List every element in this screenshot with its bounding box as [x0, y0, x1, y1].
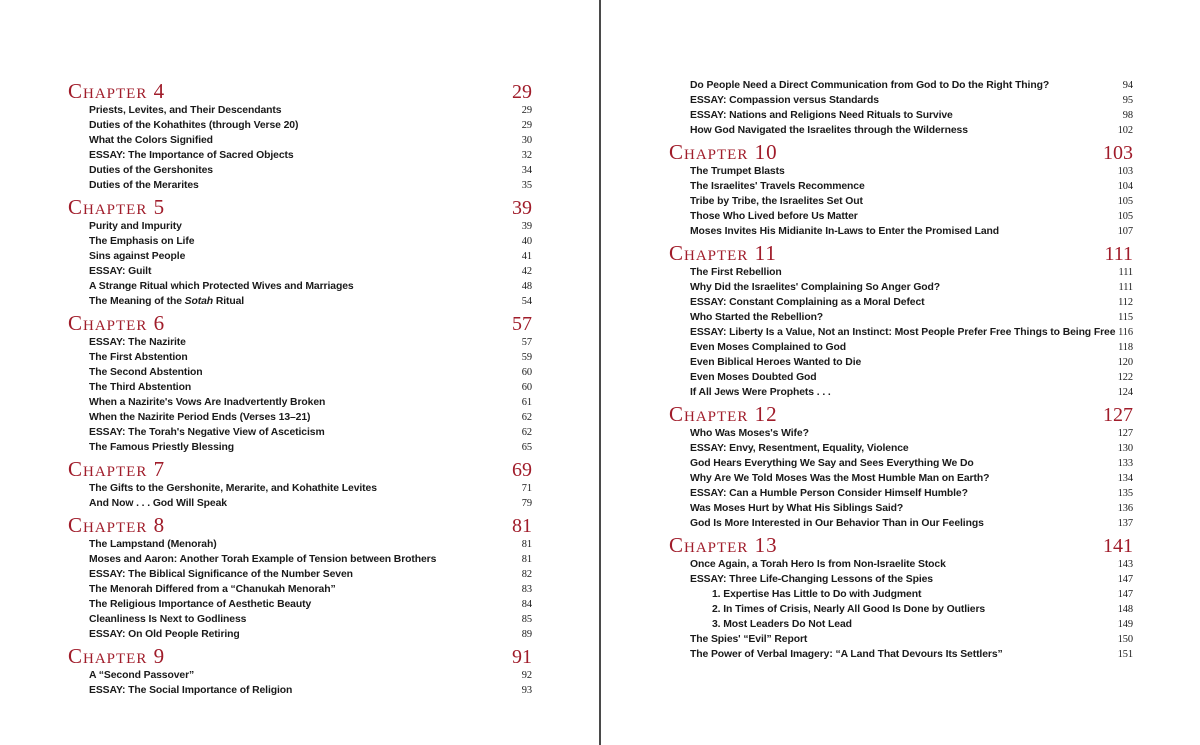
entry-title: ESSAY: The Social Importance of Religion: [89, 685, 293, 696]
entry-title: When the Nazirite Period Ends (Verses 13–21): [89, 412, 311, 423]
entry-page-number: 105: [1117, 211, 1133, 222]
entry-title: ESSAY: On Old People Retiring: [89, 629, 240, 640]
toc-entry: [669, 647, 1133, 662]
entry-title: Why Did the Israelites' Complaining So Anger God?: [690, 282, 941, 293]
entry-title: A Strange Ritual which Protected Wives and Marriages: [89, 281, 354, 292]
entry-page-number: 39: [521, 221, 532, 232]
entry-title: Priests, Levites, and Their Descendants: [89, 105, 282, 116]
toc-entry: [68, 163, 532, 178]
toc-entry: [669, 486, 1133, 501]
chapter-page-number: 91: [512, 646, 532, 668]
entry-page-number: 81: [521, 539, 532, 550]
entry-page-number: 34: [521, 165, 532, 176]
toc-entry: [68, 294, 532, 309]
entry-title: The Trumpet Blasts: [690, 166, 785, 177]
chapter-heading: [669, 141, 1133, 164]
entry-title: The First Abstention: [89, 352, 188, 363]
entry-title: A “Second Passover”: [89, 670, 195, 681]
chapter-page-number: 39: [512, 197, 532, 219]
entry-page-number: 127: [1117, 428, 1133, 439]
entry-title: Was Moses Hurt by What His Siblings Said?: [690, 503, 904, 514]
toc-entry: [669, 164, 1133, 179]
entry-page-number: 151: [1117, 649, 1133, 660]
entry-page-number: 79: [521, 498, 532, 509]
entry-page-number: 65: [521, 442, 532, 453]
entry-page-number: 60: [521, 367, 532, 378]
entry-page-number: 94: [1122, 80, 1133, 91]
entry-page-number: 136: [1117, 503, 1133, 514]
entry-title: When a Nazirite's Vows Are Inadvertently Broken: [89, 397, 326, 408]
entry-title: The Menorah Differed from a “Chanukah Menorah”: [89, 584, 336, 595]
entry-page-number: 54: [521, 296, 532, 307]
entry-page-number: 42: [521, 266, 532, 277]
entry-page-number: 112: [1118, 297, 1133, 308]
entry-title: The Third Abstention: [89, 382, 192, 393]
entry-title: ESSAY: Liberty Is a Value, Not an Instinct: Most People Prefer Free Things to Being Free: [690, 327, 1116, 338]
chapter-heading: [669, 242, 1133, 265]
entry-title: Who Started the Rebellion?: [690, 312, 824, 323]
toc-entry: [669, 194, 1133, 209]
entry-page-number: 104: [1117, 181, 1133, 192]
chapter-heading: [669, 534, 1133, 557]
chapter-title: Chapter 10: [669, 140, 778, 164]
toc-entry: [68, 234, 532, 249]
entry-page-number: 111: [1118, 267, 1133, 278]
chapter-heading: [68, 196, 532, 219]
entry-page-number: 35: [521, 180, 532, 191]
entry-page-number: 118: [1118, 342, 1133, 353]
entry-title: ESSAY: Guilt: [89, 266, 152, 277]
entry-page-number: 122: [1117, 372, 1133, 383]
entry-page-number: 95: [1122, 95, 1133, 106]
toc-entry: [68, 425, 532, 440]
entry-title: If All Jews Were Prophets . . .: [690, 387, 831, 398]
chapter-title: Chapter 5: [68, 195, 166, 219]
entry-page-number: 82: [521, 569, 532, 580]
toc-entry: [68, 133, 532, 148]
toc-subentry: [669, 617, 1133, 632]
toc-entry: [669, 295, 1133, 310]
chapter-page-number: 103: [1103, 142, 1133, 164]
chapter-heading: [68, 645, 532, 668]
entry-page-number: 83: [521, 584, 532, 595]
chapter-page-number: 127: [1103, 404, 1133, 426]
entry-title: 2. In Times of Crisis, Nearly All Good Is Done by Outliers: [712, 604, 986, 615]
entry-page-number: 149: [1117, 619, 1133, 630]
toc-entry: [669, 280, 1133, 295]
entry-page-number: 120: [1117, 357, 1133, 368]
entry-title: Even Biblical Heroes Wanted to Die: [690, 357, 862, 368]
entry-page-number: 32: [521, 150, 532, 161]
entry-title: Who Was Moses's Wife?: [690, 428, 809, 439]
entry-title: Moses and Aaron: Another Torah Example of Tension between Brothers: [89, 554, 437, 565]
toc-entry: [669, 123, 1133, 138]
entry-page-number: 143: [1117, 559, 1133, 570]
entry-page-number: 130: [1117, 443, 1133, 454]
toc-entry: [68, 627, 532, 642]
toc-entry: [68, 178, 532, 193]
toc-entry: [68, 612, 532, 627]
toc-entry: [68, 380, 532, 395]
entry-page-number: 61: [521, 397, 532, 408]
entry-page-number: 59: [521, 352, 532, 363]
toc-subentry: [669, 587, 1133, 602]
toc-entry: [68, 395, 532, 410]
entry-title: And Now . . . God Will Speak: [89, 498, 227, 509]
left-toc: [68, 80, 532, 698]
chapter-page-number: 57: [512, 313, 532, 335]
chapter-heading: [68, 458, 532, 481]
toc-entry: [68, 264, 532, 279]
entry-title: Do People Need a Direct Communication from God to Do the Right Thing?: [690, 80, 1050, 91]
entry-page-number: 147: [1117, 574, 1133, 585]
entry-page-number: 62: [521, 412, 532, 423]
entry-title: How God Navigated the Israelites through the Wilderness: [690, 125, 968, 136]
toc-entry: [68, 683, 532, 698]
entry-title: Cleanliness Is Next to Godliness: [89, 614, 247, 625]
toc-entry: [68, 567, 532, 582]
toc-entry: [68, 668, 532, 683]
entry-page-number: 48: [521, 281, 532, 292]
chapter-page-number: 141: [1103, 535, 1133, 557]
entry-page-number: 105: [1117, 196, 1133, 207]
entry-page-number: 41: [521, 251, 532, 262]
entry-page-number: 116: [1118, 327, 1133, 338]
toc-entry: [669, 355, 1133, 370]
toc-entry: [68, 350, 532, 365]
entry-title: ESSAY: The Nazirite: [89, 337, 186, 348]
chapter-title: Chapter 4: [68, 79, 166, 103]
entry-title: Tribe by Tribe, the Israelites Set Out: [690, 196, 863, 207]
entry-page-number: 102: [1117, 125, 1133, 136]
entry-title: Duties of the Merarites: [89, 180, 199, 191]
entry-title: Duties of the Kohathites (through Verse 20): [89, 120, 299, 131]
entry-title: The First Rebellion: [690, 267, 782, 278]
entry-title: ESSAY: Three Life-Changing Lessons of the Spies: [690, 574, 933, 585]
entry-title: Sins against People: [89, 251, 186, 262]
toc-entry: [669, 370, 1133, 385]
entry-page-number: 29: [521, 105, 532, 116]
toc-entry: [669, 224, 1133, 239]
toc-entry: [68, 537, 532, 552]
toc-entry: [68, 440, 532, 455]
entry-title: God Hears Everything We Say and Sees Everything We Do: [690, 458, 974, 469]
entry-title: The Spies' “Evil” Report: [690, 634, 808, 645]
toc-entry: [68, 365, 532, 380]
toc-entry: [68, 118, 532, 133]
chapter-heading: [68, 514, 532, 537]
entry-title: What the Colors Signified: [89, 135, 213, 146]
toc-entry: [68, 496, 532, 511]
entry-page-number: 103: [1117, 166, 1133, 177]
chapter-page-number: 111: [1104, 243, 1133, 265]
entry-title: Duties of the Gershonites: [89, 165, 213, 176]
toc-entry: [669, 325, 1133, 340]
entry-title: ESSAY: Constant Complaining as a Moral Defect: [690, 297, 925, 308]
entry-title: The Lampstand (Menorah): [89, 539, 217, 550]
chapter-title: Chapter 12: [669, 402, 778, 426]
entry-title: Purity and Impurity: [89, 221, 182, 232]
entry-title: Even Moses Doubted God: [690, 372, 817, 383]
entry-page-number: 148: [1117, 604, 1133, 615]
entry-title: God Is More Interested in Our Behavior Than in Our Feelings: [690, 518, 984, 529]
toc-entry: [669, 179, 1133, 194]
entry-page-number: 62: [521, 427, 532, 438]
toc-entry: [669, 340, 1133, 355]
toc-entry: [68, 335, 532, 350]
entry-title: The Israelites' Travels Recommence: [690, 181, 865, 192]
toc-entry: [68, 249, 532, 264]
toc-entry: [669, 441, 1133, 456]
entry-page-number: 30: [521, 135, 532, 146]
toc-entry: [669, 557, 1133, 572]
right-toc: [669, 78, 1133, 662]
toc-entry: [68, 552, 532, 567]
toc-entry: [68, 148, 532, 163]
toc-entry: [68, 410, 532, 425]
toc-entry: [68, 597, 532, 612]
entry-page-number: 92: [521, 670, 532, 681]
entry-page-number: 60: [521, 382, 532, 393]
toc-entry: [669, 265, 1133, 280]
toc-entry: [669, 501, 1133, 516]
toc-entry: [68, 219, 532, 234]
toc-entry: [669, 78, 1133, 93]
chapter-page-number: 69: [512, 459, 532, 481]
entry-page-number: 135: [1117, 488, 1133, 499]
entry-title: 3. Most Leaders Do Not Lead: [712, 619, 852, 630]
entry-title: Those Who Lived before Us Matter: [690, 211, 858, 222]
toc-entry: [68, 582, 532, 597]
entry-title: The Meaning of the Sotah Ritual: [89, 296, 245, 307]
entry-page-number: 29: [521, 120, 532, 131]
entry-title: Once Again, a Torah Hero Is from Non-Israelite Stock: [690, 559, 946, 570]
chapter-page-number: 29: [512, 81, 532, 103]
entry-title: ESSAY: The Biblical Significance of the Number Seven: [89, 569, 353, 580]
entry-title: ESSAY: Envy, Resentment, Equality, Violence: [690, 443, 909, 454]
entry-title: The Second Abstention: [89, 367, 203, 378]
toc-subentry: [669, 602, 1133, 617]
toc-entry: [669, 385, 1133, 400]
entry-page-number: 85: [521, 614, 532, 625]
chapter-title: Chapter 9: [68, 644, 166, 668]
toc-entry: [669, 471, 1133, 486]
toc-entry: [68, 481, 532, 496]
toc-entry: [669, 426, 1133, 441]
entry-page-number: 57: [521, 337, 532, 348]
entry-page-number: 124: [1117, 387, 1133, 398]
toc-entry: [669, 310, 1133, 325]
chapter-heading: [669, 403, 1133, 426]
right-page: [601, 0, 1200, 745]
chapter-title: Chapter 6: [68, 311, 166, 335]
entry-title: The Emphasis on Life: [89, 236, 195, 247]
entry-page-number: 150: [1117, 634, 1133, 645]
entry-page-number: 111: [1118, 282, 1133, 293]
chapter-page-number: 81: [512, 515, 532, 537]
toc-entry: [669, 209, 1133, 224]
entry-title: ESSAY: The Importance of Sacred Objects: [89, 150, 294, 161]
toc-entry: [669, 108, 1133, 123]
entry-title: Moses Invites His Midianite In-Laws to Enter the Promised Land: [690, 226, 1000, 237]
entry-title: ESSAY: Nations and Religions Need Rituals to Survive: [690, 110, 953, 121]
entry-title: ESSAY: Can a Humble Person Consider Himself Humble?: [690, 488, 968, 499]
entry-title: Why Are We Told Moses Was the Most Humble Man on Earth?: [690, 473, 990, 484]
entry-page-number: 134: [1117, 473, 1133, 484]
toc-entry: [669, 456, 1133, 471]
entry-page-number: 115: [1118, 312, 1133, 323]
entry-title: The Power of Verbal Imagery: “A Land That Devours Its Settlers”: [690, 649, 1003, 660]
chapter-heading: [68, 312, 532, 335]
toc-entry: [669, 93, 1133, 108]
entry-page-number: 89: [521, 629, 532, 640]
entry-title: The Gifts to the Gershonite, Merarite, and Kohathite Levites: [89, 483, 377, 494]
entry-page-number: 133: [1117, 458, 1133, 469]
entry-title: Even Moses Complained to God: [690, 342, 846, 353]
toc-entry: [68, 279, 532, 294]
entry-title: The Religious Importance of Aesthetic Beauty: [89, 599, 312, 610]
entry-page-number: 93: [521, 685, 532, 696]
chapter-title: Chapter 11: [669, 241, 777, 265]
entry-page-number: 137: [1117, 518, 1133, 529]
chapter-title: Chapter 13: [669, 533, 778, 557]
entry-page-number: 84: [521, 599, 532, 610]
toc-entry: [669, 572, 1133, 587]
toc-entry: [68, 103, 532, 118]
entry-page-number: 98: [1122, 110, 1133, 121]
toc-entry: [669, 632, 1133, 647]
toc-entry: [669, 516, 1133, 531]
chapter-title: Chapter 7: [68, 457, 166, 481]
entry-title: The Famous Priestly Blessing: [89, 442, 235, 453]
entry-page-number: 81: [521, 554, 532, 565]
entry-page-number: 107: [1117, 226, 1133, 237]
entry-page-number: 71: [521, 483, 532, 494]
entry-page-number: 147: [1117, 589, 1133, 600]
entry-title: ESSAY: The Torah's Negative View of Asceticism: [89, 427, 325, 438]
entry-title: 1. Expertise Has Little to Do with Judgment: [712, 589, 922, 600]
entry-page-number: 40: [521, 236, 532, 247]
entry-title: ESSAY: Compassion versus Standards: [690, 95, 879, 106]
chapter-heading: [68, 80, 532, 103]
chapter-title: Chapter 8: [68, 513, 166, 537]
